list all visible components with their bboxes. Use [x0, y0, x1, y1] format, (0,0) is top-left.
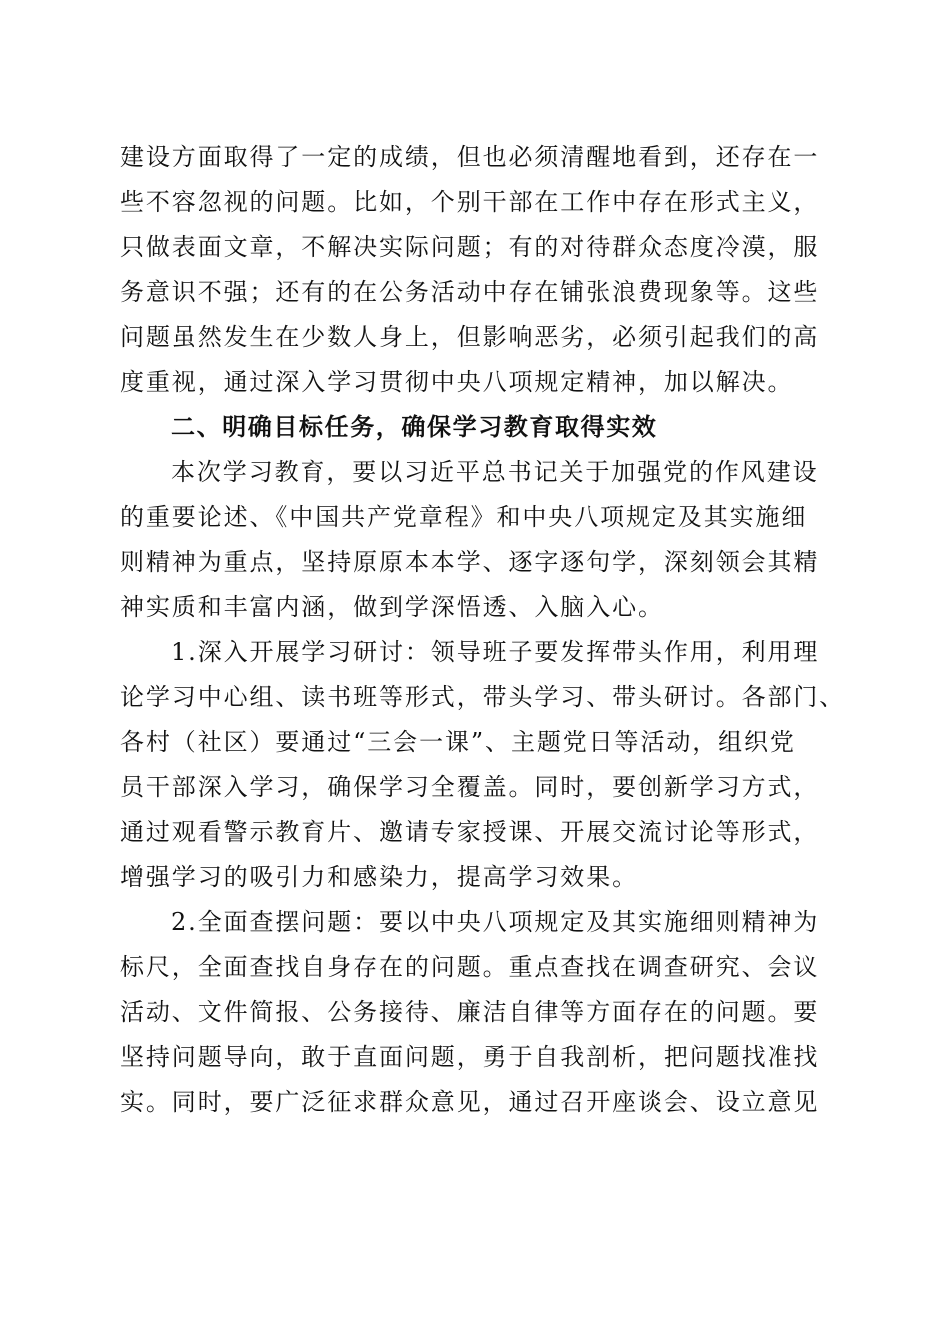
body-line: 论学习中心组、读书班等形式，带头学习、带头研讨。各部门、 [120, 683, 846, 711]
body-line: 务意识不强；还有的在公务活动中存在铺张浪费现象等。这些 [120, 278, 820, 306]
body-line: 通过观看警示教育片、邀请专家授课、开展交流讨论等形式， [120, 818, 820, 846]
section-heading: 二、明确目标任务，确保学习教育取得实效 [171, 413, 658, 441]
body-line: 问题虽然发生在少数人身上，但影响恶劣，必须引起我们的高 [120, 323, 820, 351]
list-item-2-first-line: 2.全面查摆问题：要以中央八项规定及其实施细则精神为 [171, 908, 820, 936]
body-line: 活动、文件简报、公务接待、廉洁自律等方面存在的问题。要 [120, 998, 820, 1026]
body-line: 标尺，全面查找自身存在的问题。重点查找在调查研究、会议 [120, 953, 820, 981]
paragraph-first-line: 本次学习教育，要以习近平总书记关于加强党的作风建设 [171, 458, 819, 486]
list-item-1-first-line: 1.深入开展学习研讨：领导班子要发挥带头作用，利用理 [171, 638, 820, 666]
body-line: 员干部深入学习，确保学习全覆盖。同时，要创新学习方式， [120, 773, 820, 801]
body-line: 坚持问题导向，敢于直面问题，勇于自我剖析，把问题找准找 [120, 1043, 820, 1071]
body-line: 建设方面取得了一定的成绩，但也必须清醒地看到，还存在一 [120, 143, 820, 171]
body-line: 神实质和丰富内涵，做到学深悟透、入脑入心。 [120, 593, 664, 621]
body-line: 增强学习的吸引力和感染力，提高学习效果。 [120, 863, 638, 891]
body-line: 则精神为重点，坚持原原本本学、逐字逐句学，深刻领会其精 [120, 548, 820, 576]
body-line: 只做表面文章，不解决实际问题；有的对待群众态度冷漠，服 [120, 233, 820, 261]
body-line: 实。同时，要广泛征求群众意见，通过召开座谈会、设立意见 [120, 1088, 820, 1116]
body-line: 各村（社区）要通过“三会一课”、主题党日等活动，组织党 [120, 728, 796, 756]
document-body [120, 135, 846, 1125]
body-line: 些不容忽视的问题。比如，个别干部在工作中存在形式主义， [120, 188, 820, 216]
body-line: 的重要论述、《中国共产党章程》和中央八项规定及其实施细 [120, 503, 808, 531]
body-line: 度重视，通过深入学习贯彻中央八项规定精神，加以解决。 [120, 368, 794, 396]
